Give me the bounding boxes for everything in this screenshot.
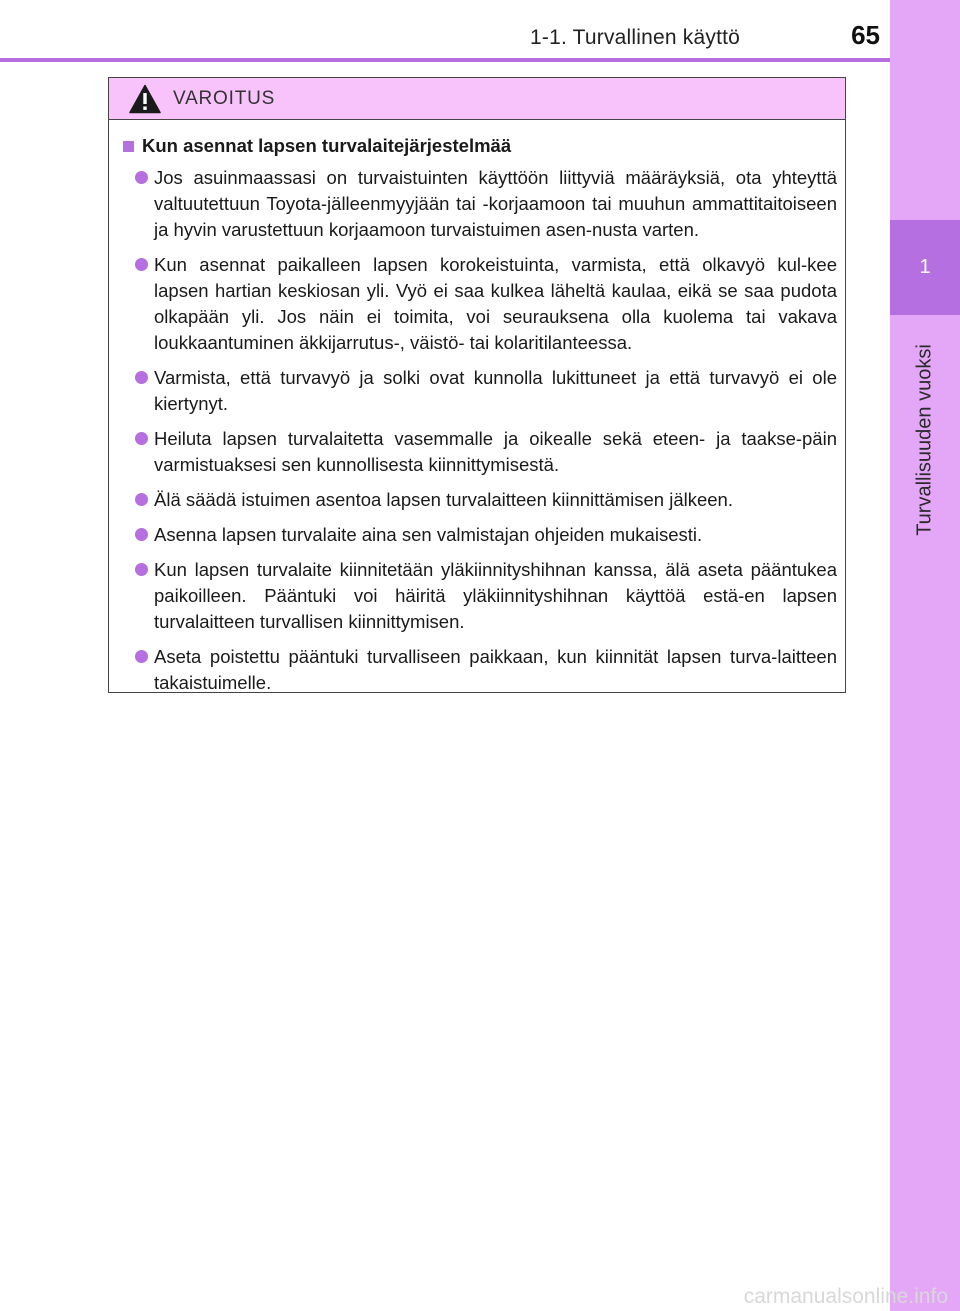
footer-watermark: carmanualsonline.info <box>743 1285 948 1308</box>
subheading-text: Kun asennat lapsen turvalaitejärjestelmää <box>142 135 512 156</box>
warning-body <box>109 120 845 696</box>
warning-subheading <box>123 135 837 157</box>
list-item-text: Heiluta lapsen turvalaitetta vasemmalle ja oikealle sekä eteen- ja taakse-päin varmistuaksesi sen kunnollisesta kiinnittymisestä. <box>154 428 837 475</box>
warning-list <box>123 165 837 696</box>
list-item-text: Kun lapsen turvalaite kiinnitetään yläkiinnityshihnan kanssa, älä aseta pääntukea paikoilleen. Pääntuki voi häiritä yläkiinnityshihnan käyttöä estä-en lapsen turvalaitteen turvallisen kiinnittymisen. <box>154 559 837 632</box>
warning-box <box>108 77 846 693</box>
bullet-dot-icon <box>135 563 148 576</box>
list-item <box>123 522 837 548</box>
list-item <box>123 165 837 243</box>
side-strip <box>890 0 960 1311</box>
bullet-dot-icon <box>135 493 148 506</box>
bullet-dot-icon <box>135 171 148 184</box>
bullet-dot-icon <box>135 258 148 271</box>
list-item <box>123 252 837 356</box>
list-item-text: Älä säädä istuimen asentoa lapsen turvalaitteen kiinnittämisen jälkeen. <box>154 489 733 510</box>
chapter-tab[interactable] <box>890 220 960 315</box>
list-item <box>123 426 837 478</box>
page-number: 65 <box>851 20 880 50</box>
list-item-text: Varmista, että turvavyö ja solki ovat kunnolla lukittuneet ja että turvavyö ei ole kiertynyt. <box>154 367 837 414</box>
header-rule <box>0 58 890 62</box>
list-item-text: Aseta poistettu pääntuki turvalliseen paikkaan, kun kiinnität lapsen turva-laitteen takaistuimelle. <box>154 646 837 693</box>
list-item-text: Kun asennat paikalleen lapsen korokeistuinta, varmista, että olkavyö kul-kee lapsen hartian keskiosan yli. Vyö ei saa kulkea läheltä kaulaa, eikä se saa pudota olkapään yli. Jos näin ei toimita, voi seurauksena olla kuolema tai vakava loukkaantuminen äkkijarrutus-, väistö- tai kolaritilanteessa. <box>154 254 837 353</box>
square-bullet-icon <box>123 141 134 152</box>
section-title: 1-1. Turvallinen käyttö <box>530 26 741 49</box>
list-item-text: Jos asuinmaassasi on turvaistuinten käyttöön liittyviä määräyksiä, ota yhteyttä valtuutettuun Toyota-jälleenmyyjään tai -korjaamoon tai muuhun ammattitaitoiseen ja hyvin varustettuun korjaamoon turvaistuimen asen-nusta varten. <box>154 167 837 240</box>
chapter-label: Turvallisuuden vuoksi <box>913 344 936 536</box>
bullet-dot-icon <box>135 371 148 384</box>
list-item-text: Asenna lapsen turvalaite aina sen valmistajan ohjeiden mukaisesti. <box>154 524 703 545</box>
chapter-number: 1 <box>919 256 931 278</box>
warning-triangle-icon <box>129 84 161 114</box>
list-item <box>123 365 837 417</box>
bullet-dot-icon <box>135 650 148 663</box>
list-item <box>123 557 837 635</box>
bullet-dot-icon <box>135 528 148 541</box>
warning-title: VAROITUS <box>173 87 276 109</box>
bullet-dot-icon <box>135 432 148 445</box>
warning-header <box>109 78 845 120</box>
list-item <box>123 487 837 513</box>
list-item <box>123 644 837 696</box>
